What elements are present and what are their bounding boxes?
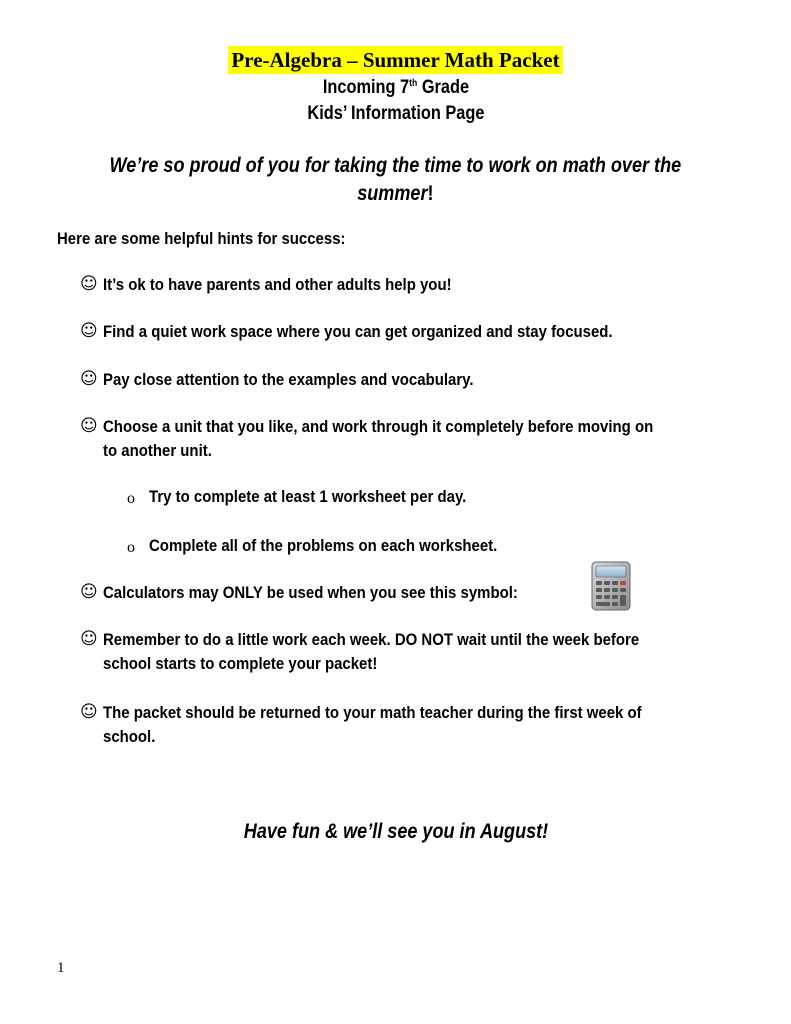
grade-superscript: th (408, 78, 417, 89)
smiley-icon: ☺ (80, 369, 98, 389)
intro-exclamation: ! (427, 182, 434, 205)
grade-suffix: Grade (416, 77, 469, 98)
hint-5: Calculators may ONLY be used when you see this symbol: (103, 583, 518, 602)
grade-heading (0, 76, 791, 100)
hint-1: It’s ok to have parents and other adults help you! (103, 275, 452, 294)
hint-4-line-2: to another unit. (103, 441, 212, 460)
packet-title-highlight: Pre-Algebra – Summer Math Packet (228, 46, 562, 74)
grade-prefix: Incoming 7 (322, 77, 409, 98)
smiley-icon: ☺ (80, 321, 98, 341)
hint-6-line-2: school starts to complete your packet! (103, 654, 378, 673)
page-number: 1 (57, 960, 65, 976)
sub-hint-2: Complete all of the problems on each worksheet. (149, 536, 498, 555)
hint-2: Find a quiet work space where you can get organized and stay focused. (103, 322, 613, 341)
hints-heading: Here are some helpful hints for success: (57, 229, 346, 248)
hint-7-line-2: school. (103, 727, 156, 746)
smiley-icon: ☺ (80, 416, 98, 436)
page-subtitle (0, 102, 791, 126)
circle-bullet-icon: o (127, 490, 135, 507)
page-subtitle-text: Kids’ Information Page (306, 103, 485, 124)
intro-message (0, 152, 791, 208)
closing-text: Have fun & we’ll see you in August! (243, 820, 548, 843)
hint-3: Pay close attention to the examples and vocabulary. (103, 370, 474, 389)
intro-line-1: We’re so proud of you for taking the time to work on math over the (109, 154, 682, 177)
hint-6-line-1: Remember to do a little work each week. DO NOT wait until the week before (103, 630, 640, 649)
circle-bullet-icon: o (127, 539, 135, 556)
smiley-icon: ☺ (80, 629, 98, 649)
smiley-icon: ☺ (80, 702, 98, 722)
packet-title (0, 46, 791, 74)
sub-hint-1: Try to complete at least 1 worksheet per day. (149, 487, 467, 506)
hint-4-line-1: Choose a unit that you like, and work through it completely before moving on (103, 417, 654, 436)
hint-7-line-1: The packet should be returned to your math teacher during the first week of (103, 703, 642, 722)
intro-line-2: summer (357, 182, 428, 205)
smiley-icon: ☺ (80, 274, 98, 294)
smiley-icon: ☺ (80, 582, 98, 602)
calculator-icon (590, 560, 632, 612)
closing-message (0, 818, 791, 846)
